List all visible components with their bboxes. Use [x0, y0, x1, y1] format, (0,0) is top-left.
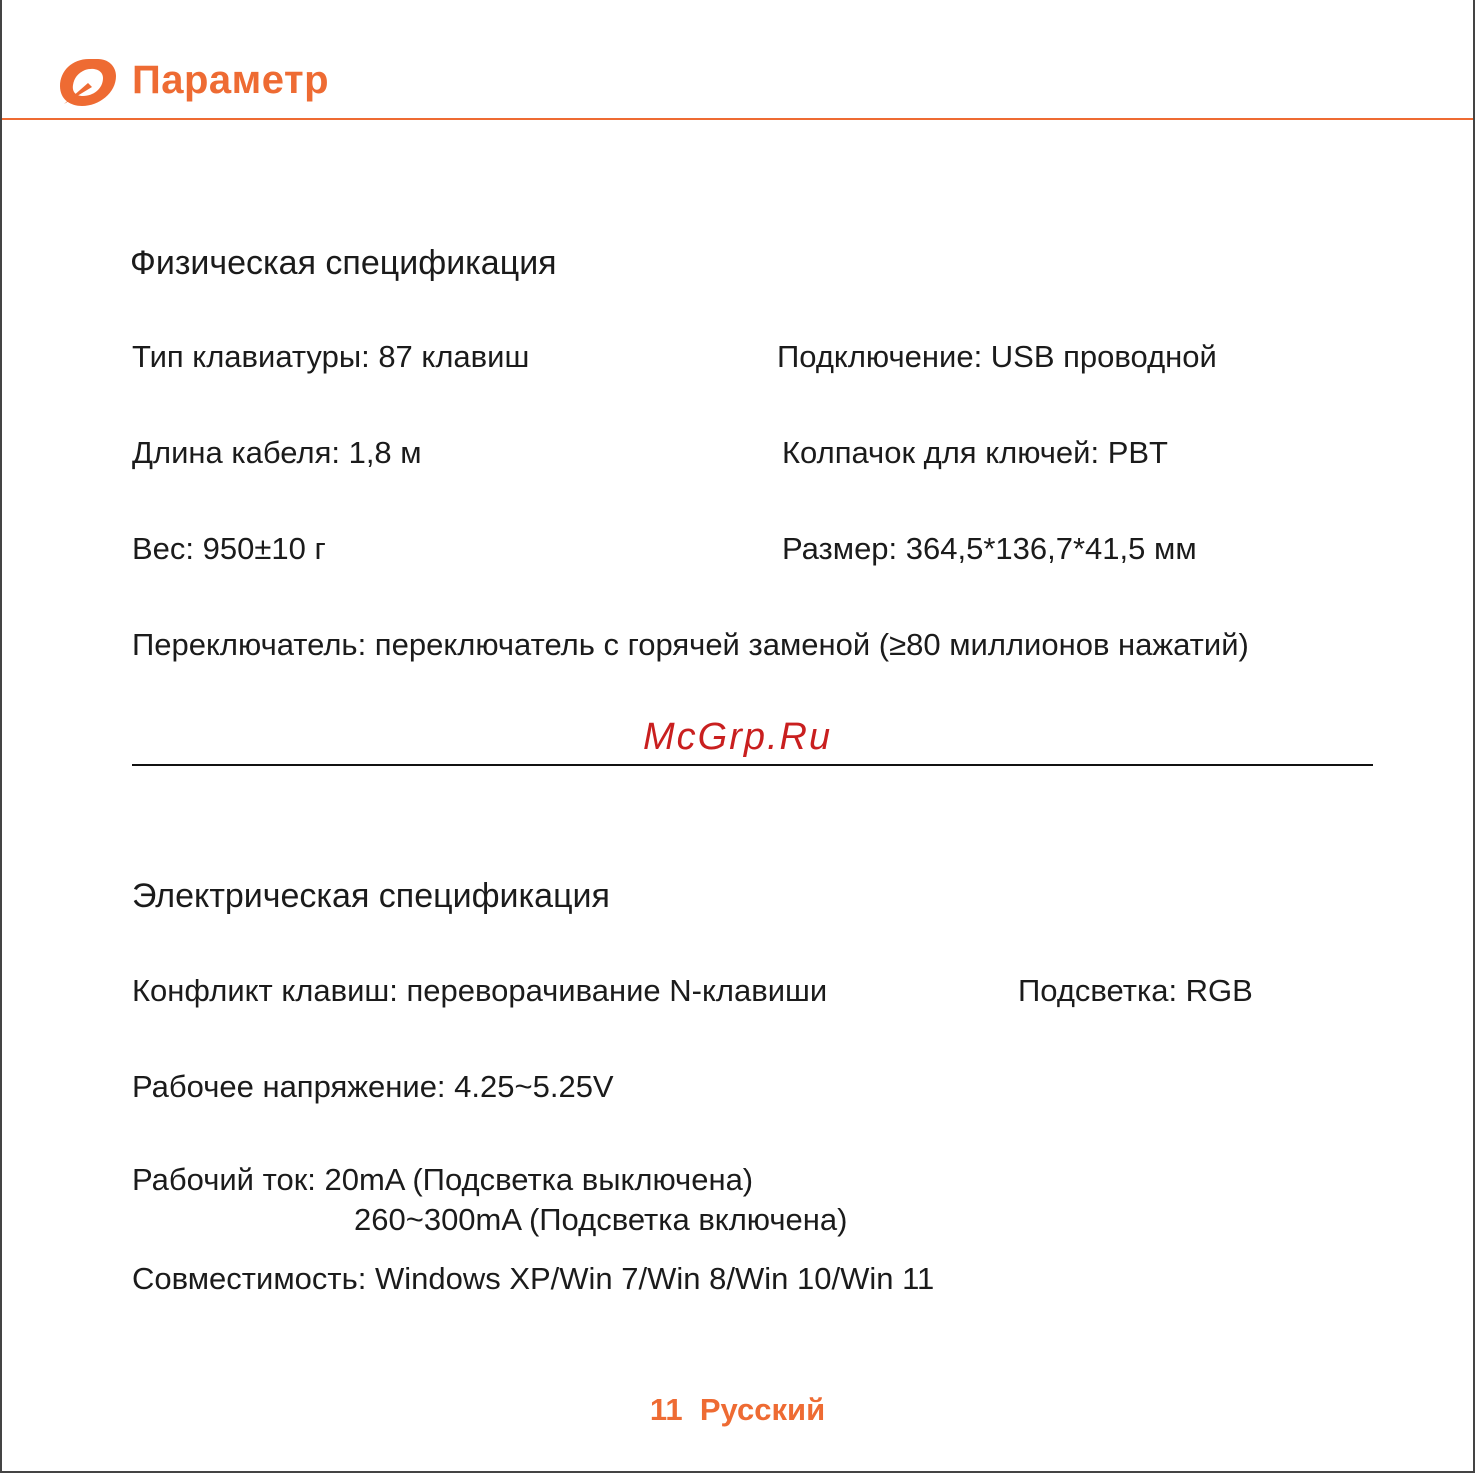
switch-text: Переключатель: переключатель с горячей заменой (≥80 миллионов нажатий) [132, 627, 1249, 662]
backlight-text: Подсветка: RGB [1018, 973, 1253, 1008]
keyboard-type-text: Тип клавиатуры: 87 клавиш [132, 339, 530, 374]
voltage-text: Рабочее напряжение: 4.25~5.25V [132, 1069, 614, 1104]
current-text-line2: 260~300mA (Подсветка включена) [354, 1202, 848, 1237]
weight-text: Вес: 950±10 г [132, 531, 326, 566]
electrical-spec-heading: Электрическая спецификация [132, 877, 610, 915]
keycap-text: Колпачок для ключей: PBT [782, 435, 1168, 470]
connection-text: Подключение: USB проводной [777, 339, 1217, 374]
page-border-left [0, 0, 2, 1473]
key-conflict-text: Конфликт клавиш: переворачивание N-клавиши [132, 973, 828, 1008]
header-rule [2, 118, 1473, 120]
section-divider [132, 764, 1373, 766]
physical-spec-heading: Физическая спецификация [130, 244, 557, 282]
page-footer [0, 1392, 1475, 1428]
watermark-text: McGrp.Ru [643, 716, 833, 758]
brand-logo-icon [58, 56, 120, 108]
footer-language: Русский [699, 1392, 826, 1427]
page-title: Параметр [132, 58, 330, 102]
cable-length-text: Длина кабеля: 1,8 м [132, 435, 422, 470]
size-text: Размер: 364,5*136,7*41,5 мм [782, 531, 1197, 566]
compatibility-text: Совместимость: Windows XP/Win 7/Win 8/Win 10/Win 11 [132, 1261, 935, 1296]
page-number: 11 [649, 1392, 683, 1427]
current-text-line1: Рабочий ток: 20mA (Подсветка выключена) [132, 1162, 754, 1197]
